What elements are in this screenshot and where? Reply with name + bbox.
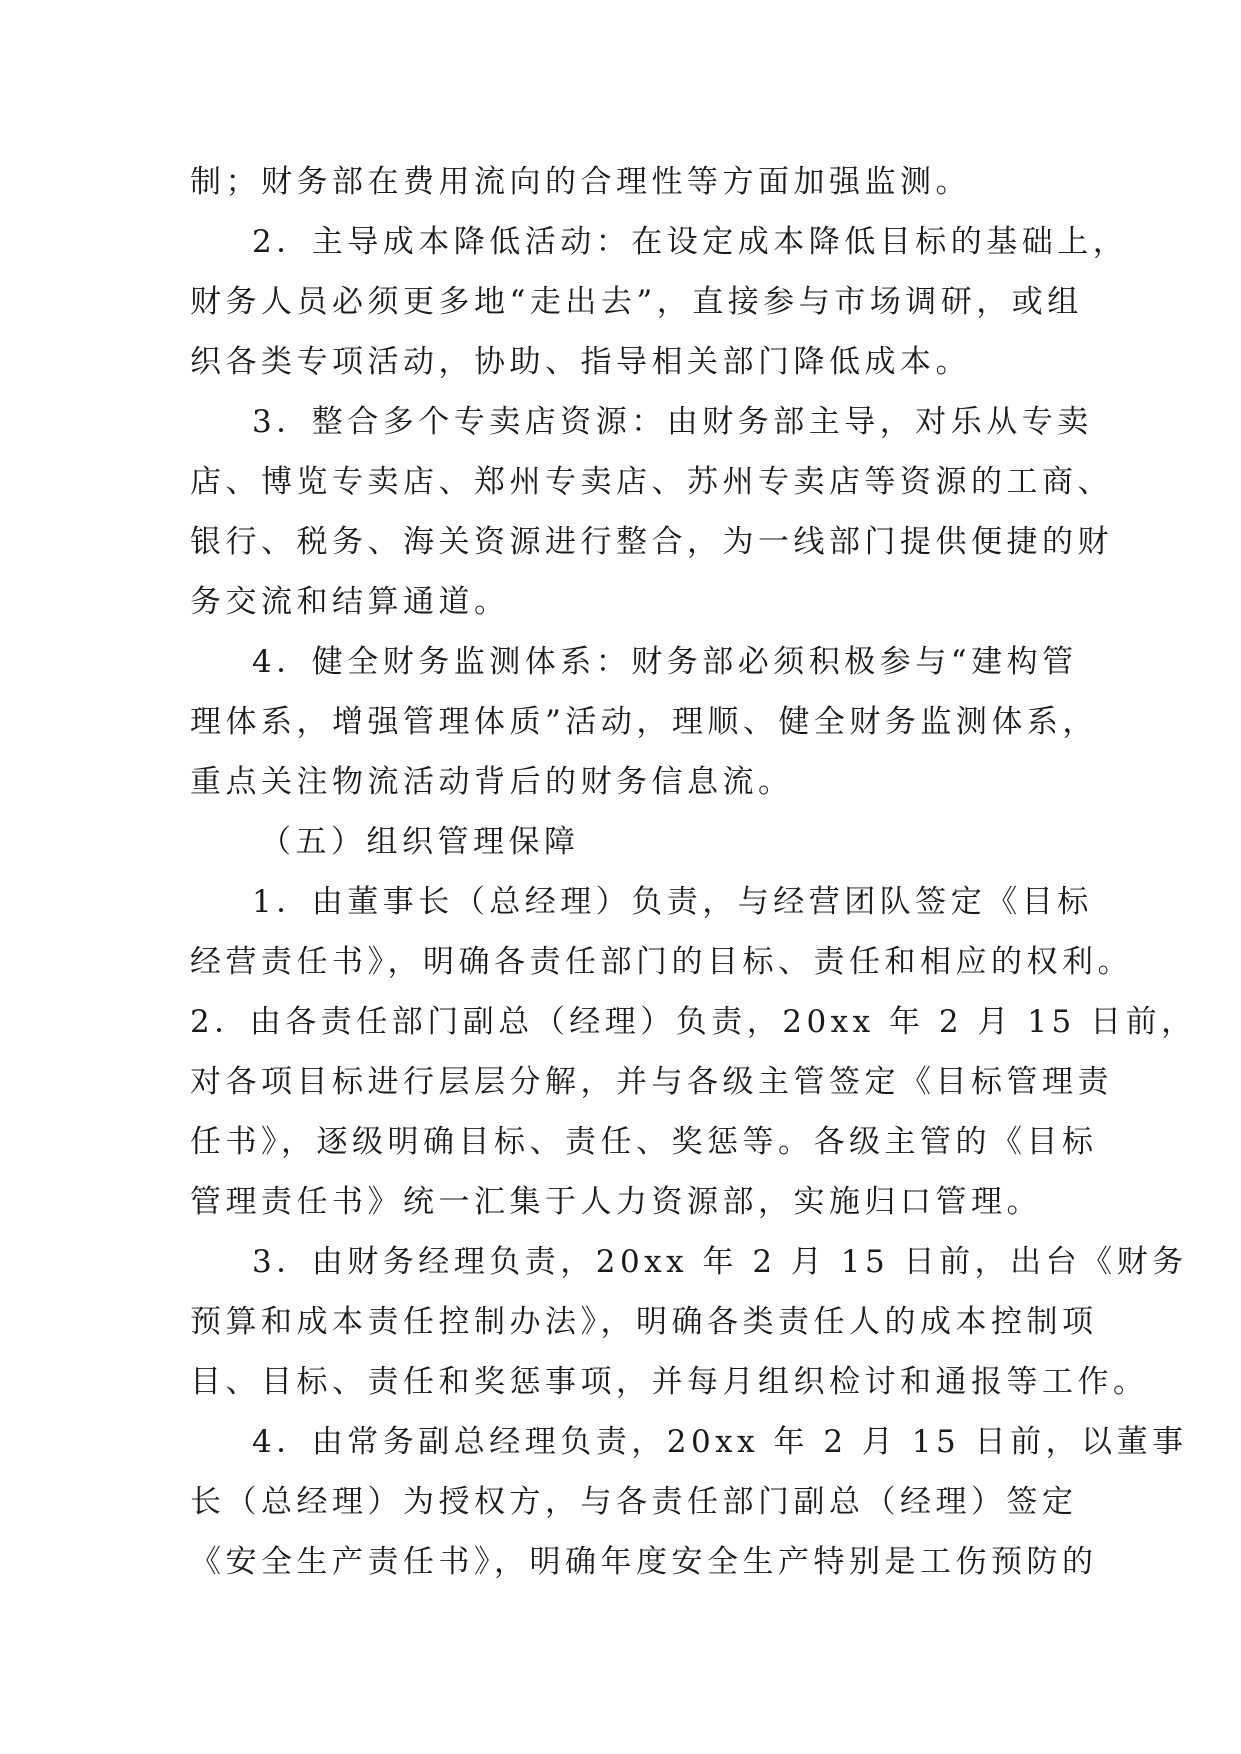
text-line: 长（总经理）为授权方，与各责任部门副总（经理）签定	[190, 1484, 1078, 1520]
text-line: 对各项目标进行层层分解，并与各级主管签定《目标管理责	[190, 1064, 1113, 1100]
text-line: 银行、税务、海关资源进行整合，为一线部门提供便捷的财	[190, 524, 1113, 560]
text-line: 1．由董事长（总经理）负责，与经营团队签定《目标	[252, 884, 1093, 920]
text-line: 4．由常务副总经理负责，20xx 年 2 月 15 日前，以董事	[252, 1424, 1188, 1460]
text-line: 重点关注物流活动背后的财务信息流。	[190, 764, 794, 800]
text-line: 务交流和结算通道。	[190, 584, 510, 620]
section-heading: （五）组织管理保障	[260, 824, 580, 860]
text-line: 理体系，增强管理体质”活动，理顺、健全财务监测体系，	[190, 704, 1098, 740]
text-line: 目、目标、责任和奖惩事项，并每月组织检讨和通报等工作。	[190, 1364, 1149, 1400]
text-line: 2．由各责任部门副总（经理）负责，20xx 年 2 月 15 日前，	[190, 1004, 1197, 1040]
text-line: 3．由财务经理负责，20xx 年 2 月 15 日前，出台《财务	[252, 1244, 1188, 1280]
text-line: 制；财务部在费用流向的合理性等方面加强监测。	[190, 164, 971, 200]
document-body	[190, 152, 1197, 1592]
text-line: 4．健全财务监测体系：财务部必须积极参与“建构管	[252, 644, 1078, 680]
text-line: 2．主导成本降低活动：在设定成本降低目标的基础上，	[252, 224, 1129, 260]
text-line: 财务人员必须更多地“走出去”，直接参与市场调研，或组	[190, 284, 1083, 320]
text-line: 织各类专项活动，协助、指导相关部门降低成本。	[190, 344, 971, 380]
text-line: 店、博览专卖店、郑州专卖店、苏州专卖店等资源的工商、	[190, 464, 1113, 500]
text-line: 《安全生产责任书》，明确年度安全生产特别是工伤预防的	[190, 1544, 1098, 1580]
text-line: 管理责任书》统一汇集于人力资源部，实施归口管理。	[190, 1184, 1042, 1220]
text-line: 任书》，逐级明确目标、责任、奖惩等。各级主管的《目标	[190, 1124, 1098, 1160]
text-line: 经营责任书》，明确各责任部门的目标、责任和相应的权利。	[190, 944, 1133, 980]
text-line: 预算和成本责任控制办法》，明确各类责任人的成本控制项	[190, 1304, 1098, 1340]
text-line: 3．整合多个专卖店资源：由财务部主导，对乐从专卖	[252, 404, 1093, 440]
